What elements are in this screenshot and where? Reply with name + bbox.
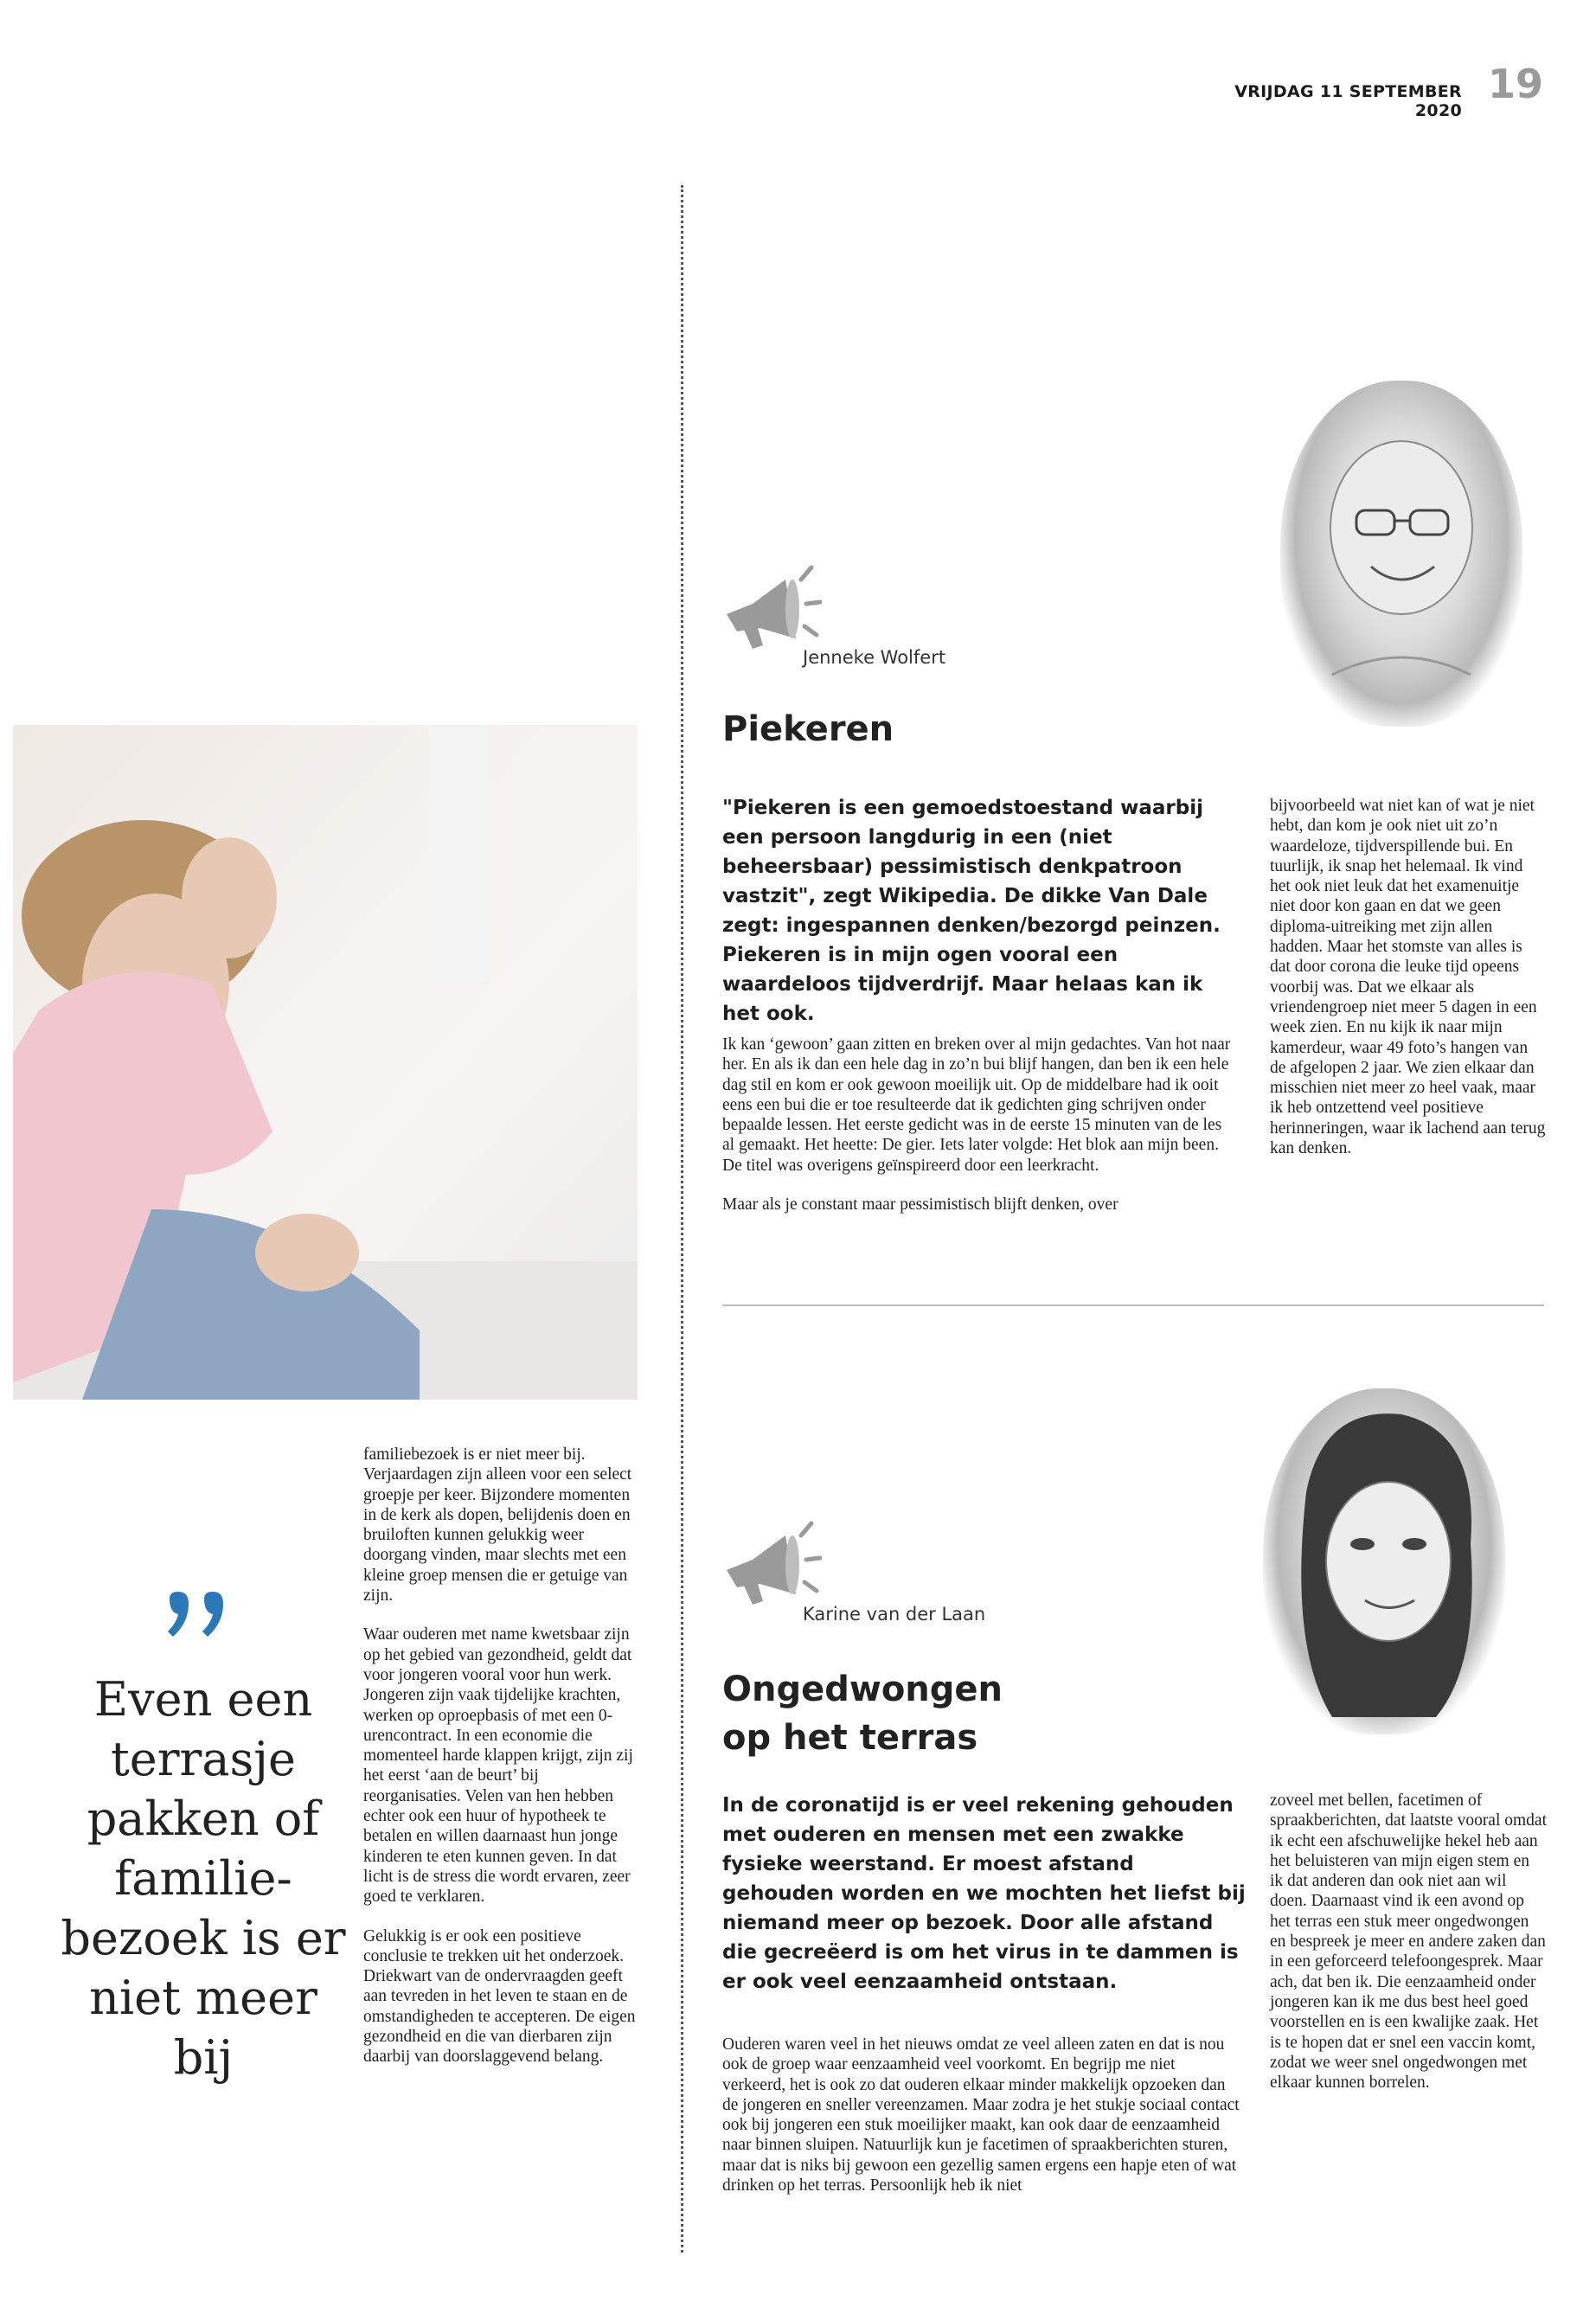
article-body-right-column: zoveel met bellen, facetimen of spraakberichten, dat laatste vooral omdat ik echt een afschuwelijke hekel heb aan het beluisteren van mijn eigen stem en ik dat anderen dan ook niet aan wil doen. Daarnaast vind ik een avond op het terras een stuk meer ongedwongen en bespreek je meer en andere zaken dan in een geforceerd telefoongesprek. Maar ach, dat ben ik. Die eenzaamheid onder jongeren kan ik me dus best heel goed voorstellen en is een kwalijke zaak. Het is te hopen dat er snel een vaccin komt, zodat we weer snel ongedwongen met elkaar kunnen borrelen. (1270, 1791, 1547, 2093)
article-body: Ouderen waren veel in het nieuws omdat ze veel alleen zaten en dat is nou ook de groep waar eenzaamheid veel voorkomt. En begrijp me niet verkeerd, het is ook zo dat ouderen elkaar minder makkelijk opzoeken dan de jongeren en sneller vereenzamen. Maar zodra je het stukje sociaal contact ook bij jongeren een stuk moeilijker maakt, kan ook daar de eenzaamheid naar binnen sluipen. Natuurlijk kun je facetimen of spraakberichten sturen, maar dat is niks bij gewoon een gezellig samen ergens een hapje eten of wat drinken op het terras. Persoonlijk heb ik niet (722, 2035, 1240, 2195)
article-divider (722, 1304, 1544, 1306)
pull-quote: Even een terrasje pakken of familie-bezoek is er niet meer bij (61, 1672, 346, 2085)
article-title-line: Ongedwongen (722, 1670, 1003, 1709)
megaphone-icon (718, 1518, 822, 1613)
megaphone-icon (718, 562, 822, 657)
page-number: 19 (1488, 61, 1544, 107)
photo-worried-woman (13, 725, 638, 1400)
article-body-right-column: bijvoorbeeld wat niet kan of wat je niet hebt, dan kom je ook niet uit zo’n waardeloze, tijdverspillende bui. En tuurlijk, ik snap het helemaal. Ik vind het ook niet leuk dat het examenuitje niet door kon gaan en dat we geen diploma-uitreiking met zijn allen hadden. Maar het stomste van alles is dat door corona die leuke tijd opeens voorbij was. Dat we elkaar als vriendengroep niet meer 5 dagen in een week zien. En nu kijk ik naar mijn kamerdeur, waar 49 foto’s hangen van de afgelopen 2 jaar. We zien elkaar dan misschien niet meer zo heel vaak, maar ik heb ontzettend veel positieve herinneringen, waar ik lachend aan terug kan denken. (1270, 797, 1546, 1158)
article-lead: In de coronatijd is er veel rekening gehouden met ouderen en mensen met een zwakke fysieke weerstand. Er moest afstand gehouden worden en we mochten het liefst bij niemand meer op bezoek. Door alle afstand die gecreëerd is om het virus in te dammen is er ook veel eenzaamheid ontstaan. (722, 1794, 1246, 1993)
article-title: Piekeren (722, 709, 894, 749)
left-paragraph: Waar ouderen met name kwetsbaar zijn op het gebied van gezondheid, geldt dat voor jongeren vooral voor hun werk. Jongeren zijn vaak tijdelijke krachten, werken op oproepbasis of met een 0-urencontract. In een economie die momenteel harde klappen krijgt, zijn zij het eerst ‘aan de beurt’ bij reorganisaties. Velen van hen hebben echter ook een huur of hypotheek te betalen en willen daarnaast hun jonge kinderen te eten kunnen geven. In dat licht is de stress die wordt ervaren, zeer goed te verklaren. (363, 1625, 633, 1907)
article-lead: "Piekeren is een gemoedstoestand waarbij een persoon langdurig in een (niet beheersbaar) pessimistisch denkpatroon vastzit", zegt Wikipedia. De dikke Van Dale zegt: ingespannen denken/bezorgd peinzen. Piekeren is in mijn ogen vooral een waardeloos tijdverdrijf. Maar helaas kan ik het ook. (722, 797, 1221, 1025)
article-body (722, 1035, 1237, 1234)
author-name: Karine van der Laan (803, 1604, 986, 1625)
column-divider (681, 185, 683, 2253)
body-paragraph: Ik kan ‘gewoon’ gaan zitten en breken over al mijn gedachtes. Van hot naar her. En als ik dan een hele dag in zo’n bui blijf hangen, dan ben ik een hele dag stil en kom er ook gewoon moeilijk uit. Op de middelbare had ik ooit eens een bui die er toe resulteerde dat ik gedichten ging schrijven onder bepaalde lessen. Het eerste gedicht was in de eerste 15 minuten van de les al gemaakt. Het heette: De gier. Iets later volgde: Het blok aan mijn been. De titel was overigens geïnspireerd door een leerkracht. (722, 1035, 1231, 1175)
left-paragraph: familiebezoek is er niet meer bij. Verjaardagen zijn alleen voor een select groepje per keer. Bijzondere momenten in de kerk als dopen, belijdenis doen en bruiloften kunnen gelukkig weer doorgang vinden, maar slechts met een kleine groep mensen die er getuige van zijn. (363, 1445, 632, 1606)
header-date: VRIJDAG 11 SEPTEMBER 2020 (1234, 82, 1462, 120)
article-title-line: op het terras (722, 1718, 978, 1758)
body-paragraph: Maar als je constant maar pessimistisch blijft denken, over (722, 1195, 1118, 1215)
author-portrait-karine (1263, 1388, 1505, 1734)
quote-icon (163, 1592, 240, 1652)
author-name: Jenneke Wolfert (803, 647, 946, 668)
left-paragraph: Gelukkig is er ook een positieve conclusie te trekken uit het onderzoek. Driekwart van de ondervraagden geeft aan tevreden in het leven te staan en de omstandigheden te accepteren. De eigen gezondheid en die van dierbaren zijn daarbij van doorslaggevend belang. (363, 1926, 636, 2067)
article-title (722, 1665, 1155, 1762)
author-portrait-jenneke (1280, 381, 1522, 727)
left-column-text (363, 1445, 638, 2086)
